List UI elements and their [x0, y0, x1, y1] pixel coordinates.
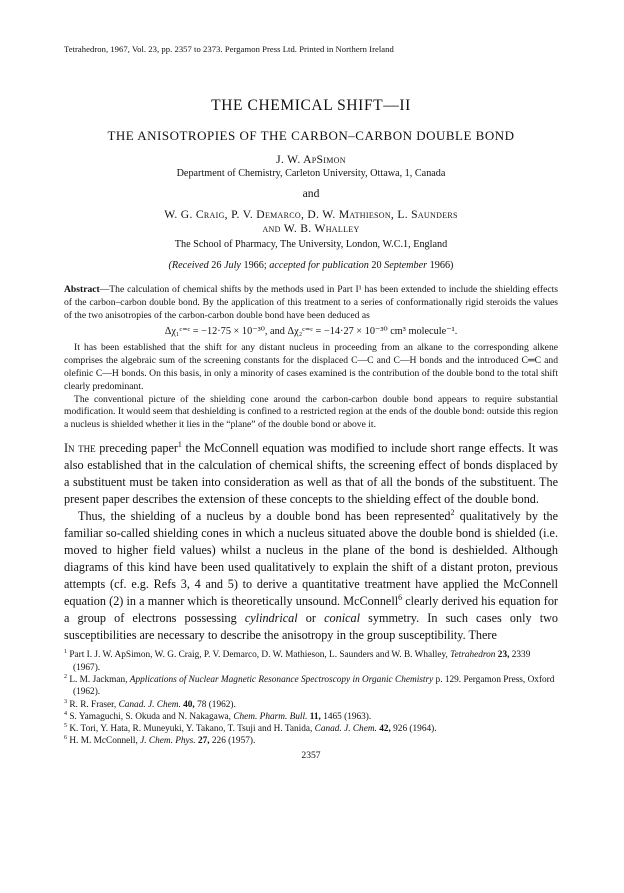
author-1: J. W. ApSimon	[276, 153, 346, 166]
abstract-paragraph-1: Abstract—The calculation of chemical shifts by the methods used in Part I¹ has been extended to include the shielding effects of the carbon–carbon double bond. By the application of this treatment to a series of conformationally rigid steroids the values of the two anisotropies of the carbon-carbon double bond have been deduced as	[64, 283, 558, 321]
affiliation-2: The School of Pharmacy, The University, London, W.C.1, England	[174, 238, 448, 250]
journal-header: Tetrahedron, 1967, Vol. 23, pp. 2357 to 2373. Pergamon Press Ltd. Printed in Northern Ireland	[64, 44, 394, 54]
anisotropy-equation: Δχ₁ᶜ⁼ᶜ = −12·75 × 10⁻³⁰, and Δχ₂ᶜ⁼ᶜ = −14·27 × 10⁻³⁰ cm³ molecule⁻¹.	[164, 326, 458, 338]
footnote-1: $^1$ Part I. J. W. ApSimon, W. G. Craig, P. V. Demarco, D. W. Mathieson, L. Saunders and W. B. Whalley, Tetrahedron 23, 2339 (1967).	[64, 649, 531, 673]
footnotes	[64, 649, 558, 747]
footnote-2: $^2$ L. M. Jackman, Applications of Nuclear Magnetic Resonance Spectroscopy in Organic Chemistry p. 129. Pergamon Press, Oxford (1962).	[64, 673, 555, 698]
authors-2-line-1: W. G. Craig, P. V. Demarco, D. W. Mathieson, L. Saunders	[164, 208, 458, 221]
footnote-6: $^6$ H. M. McConnell, J. Chem. Phys. 27, 226 (1957).	[64, 735, 256, 747]
received-dates: (Received 26 July 1966; accepted for publication 20 September 1966)	[168, 259, 454, 271]
abstract-paragraph-2: It has been established that the shift for any distant nucleus in proceeding from an alkane to the corresponding alkene comprises the algebraic sum of the screening constants for the displaced C—C and C—H bonds and the introduced C═C and olefinic C—H bonds. On this basis, in only a minority of cases examined is the contribution of the double bond to the total shift clearly predominant.	[64, 342, 558, 392]
body-paragraph-2: Thus, the shielding of a nucleus by a double bond has been represented$^2$ qualitatively by the familiar so-called shielding cones in which a nucleus situated above the double bond is shielded (i.e. moved to higher field values) whilst a nucleus in the plane of the bond is deshielded. Although diagrams of this kind have been used qualitatively to explain the shift of a distant proton, previous attempts (cf. e.g. Refs 3, 4 and 5) to derive a quantitative treatment have applied the McConnell equation (2) in a manner which is theoretically unsound. McConnell$^6$ clearly derived his equation for a group of electrons possessing cylindrical or conical symmetry. In such cases only two susceptibilities are necessary to describe the anisotropy in the group susceptibility. There	[64, 507, 559, 642]
ref-marker: 2	[450, 507, 455, 517]
affiliation-1: Department of Chemistry, Carleton University, Ottawa, 1, Canada	[176, 168, 446, 179]
abstract-label: Abstract	[64, 283, 100, 295]
ref-marker: 1	[177, 439, 182, 449]
and-separator: and	[302, 187, 320, 200]
paper-subtitle: THE ANISOTROPIES OF THE CARBON–CARBON DOUBLE BOND	[107, 128, 515, 143]
ref-marker: 6	[398, 592, 403, 602]
footnote-3: $^3$ R. R. Fraser, Canad. J. Chem. 40, 78 (1962).	[64, 698, 236, 710]
abstract	[64, 284, 558, 432]
abstract-paragraph-3: The conventional picture of the shielding cone around the carbon-carbon double bond appears to require substantial modification. It would seem that deshielding is confined to a restricted region at the ends of the double bond: outside this region a nucleus is shielded whether it lies in the “plane” of the double bond or above it.	[64, 393, 558, 431]
page-number: 2357	[301, 749, 321, 761]
paper-page	[64, 44, 558, 761]
body-text	[64, 440, 558, 643]
paper-title: THE CHEMICAL SHIFT—II	[211, 97, 411, 114]
body-paragraph-1: In the preceding paper$^1$ the McConnell equation was modified to include short range effects. It was also established that in the calculation of chemical shifts, the screening effect of bonds displaced by a substituent must be taken into consideration as well as that of all the bonds of the substituent. The present paper describes the extension of these concepts to the shielding effect of the double bond.	[64, 439, 558, 506]
authors-2	[64, 208, 558, 236]
footnote-4: $^4$ S. Yamaguchi, S. Okuda and N. Nakagawa, Chem. Pharm. Bull. 11, 1465 (1963).	[64, 710, 372, 722]
footnote-5: $^5$ K. Tori, Y. Hata, R. Muneyuki, Y. Takano, T. Tsuji and H. Tanida, Canad. J. Chem. 42, 926 (1964).	[64, 722, 437, 735]
authors-2-line-2: and W. B. Whalley	[262, 221, 360, 235]
